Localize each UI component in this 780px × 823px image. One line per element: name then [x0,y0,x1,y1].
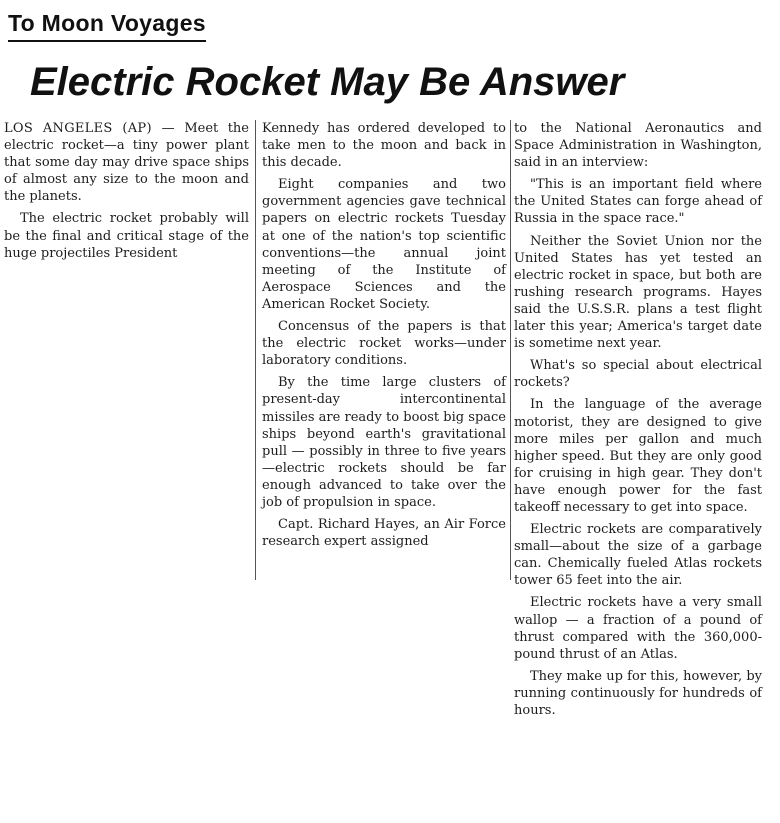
paragraph: Electric rockets have a very small wallop — a fraction of a pound of thrust compared with the 360,000-pound thrust of an Atlas. [514,595,762,662]
paragraph: Concensus of the papers is that the electric rocket works—under laboratory conditions. [262,319,506,369]
paragraph: They make up for this, however, by running continuously for hundreds of hours. [514,668,762,718]
paragraph: Capt. Richard Hayes, an Air Force research expert assigned [262,517,506,550]
paragraph: to the National Aeronautics and Space Administration in Washington, said in an interview: [514,121,762,171]
paragraph: What's so special about electrical rockets? [514,358,762,391]
article-column-2 [262,120,506,555]
column-divider-1 [255,120,256,580]
paragraph: Electric rockets are comparatively small—about the size of a garbage can. Chemically fueled Atlas rockets tower 65 feet into the air. [514,522,762,589]
dateline: LOS ANGELES (AP) — [4,121,175,136]
quote-paragraph: "This is an important field where the United States can forge ahead of Russia in the space race." [514,177,762,227]
article-column-3 [514,120,762,724]
article-column-1 [4,120,249,267]
paragraph: By the time large clusters of present-day intercontinental missiles are ready to boost big space ships beyond earth's gravitational pull — possibly in three to five years—electric rockets should be far enough advanced to take over the job of propulsion in space. [262,375,506,510]
kicker-headline: To Moon Voyages [8,10,206,42]
paragraph: Kennedy has ordered developed to take men to the moon and back in this decade. [262,121,506,171]
paragraph: In the language of the average motorist, they are designed to give more miles per gallon and much higher speed. But they are only good for cruising in high gear. They don't have enough power for the fast takeoff necessary to get into space. [514,397,762,515]
main-headline: Electric Rocket May Be Answer [30,60,625,104]
column-divider-2 [510,120,511,580]
paragraph: Eight companies and two government agencies gave technical papers on electric rockets Tuesday at one of the nation's top scientific conventions—the annual joint meeting of the Institute of Aerospace Sciences and the American Rocket Society. [262,177,506,312]
lead-paragraph [4,120,249,205]
paragraph: The electric rocket probably will be the final and critical stage of the huge projectiles President [4,211,249,261]
lead-text: Meet the electric rocket—a tiny power plant that some day may drive space ships of almost any size to the moon and the planets. [4,121,249,205]
paragraph: Neither the Soviet Union nor the United States has yet tested an electric rocket in space, but both are rushing research programs. Hayes said the U.S.S.R. plans a test flight later this year; America's target date is sometime next year. [514,233,762,352]
